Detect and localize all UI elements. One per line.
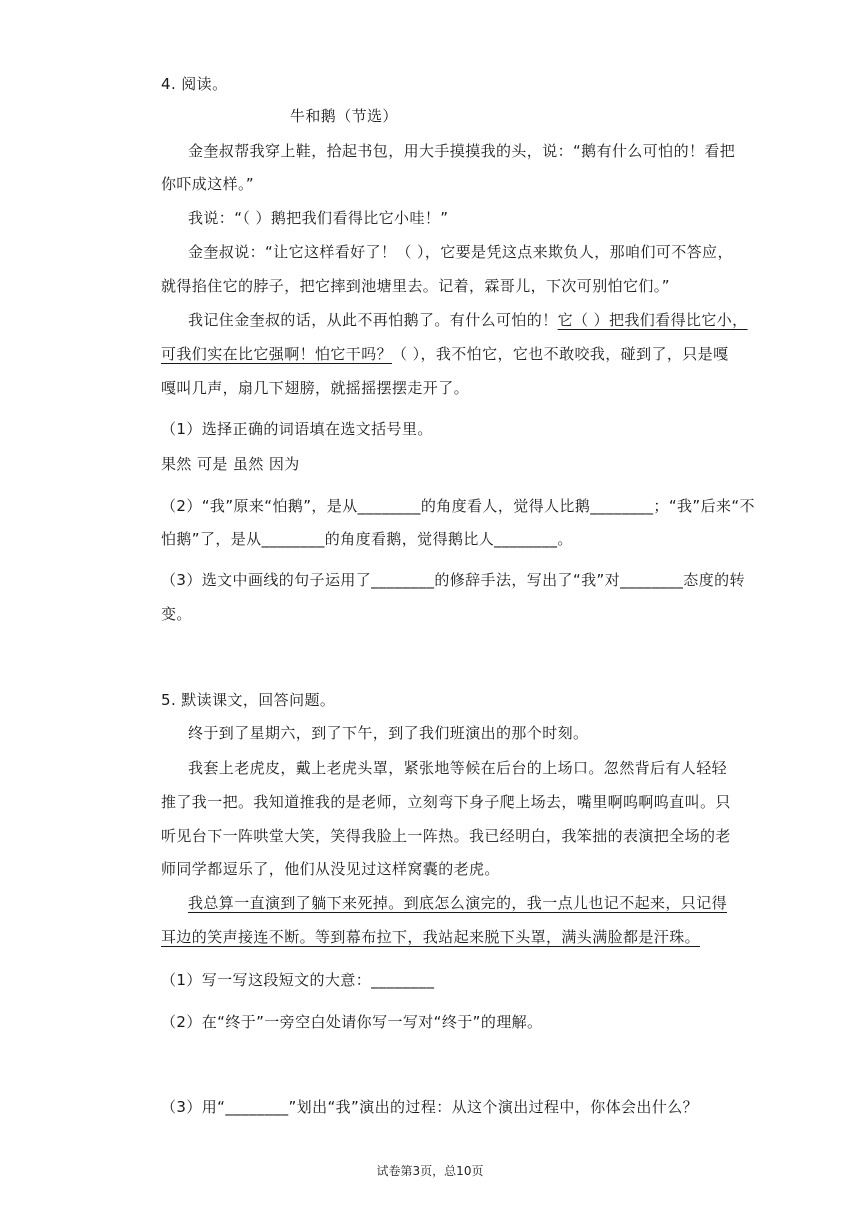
q4-subquestion-2-line-2: 怕鹅”了，是从________的角度看鹅，觉得鹅比人________。 [161,530,573,548]
q4-paragraph-3-line-1: 金奎叔说：“让它这样看好了！（ ），它要是凭这点来欺负人，那咱们可不答应， [188,243,733,261]
q4-p4-text: 我记住金奎叔的话，从此不再怕鹅了。有什么可怕的！ [188,311,558,329]
q4-paragraph-4-line-2 [161,344,729,364]
q4-word-choices: 果然 可是 虽然 因为 [161,455,300,473]
q5-subquestion-3: （3）用“________”划出“我”演出的过程：从这个演出过程中，你体会出什么？ [161,1098,699,1116]
q5-paragraph-1: 终于到了星期六，到了下午，到了我们班演出的那个时刻。 [188,724,589,742]
q4-paragraph-4-line-3: 嘎叫几声，扇几下翅膀，就摇摇摆摆走开了。 [161,379,470,397]
question-4-heading: 4. 阅读。 [161,75,228,93]
underlined-sentence: 耳边的笑声接连不断。等到幕布拉下，我站起来脱下头罩，满头满脸都是汗珠。 [161,928,701,946]
q4-paragraph-3-line-2: 就得掐住它的脖子，把它摔到池塘里去。记着，霖哥儿，下次可别怕它们。” [161,277,670,295]
q4-paragraph-1-line-1: 金奎叔帮我穿上鞋，拾起书包，用大手摸摸我的头，说：“鹅有什么可怕的！看把 [188,142,736,160]
q4-paragraph-4-line-1 [188,310,748,330]
q5-paragraph-2-line-3: 听见台下一阵哄堂大笑，笑得我脸上一阵热。我已经明白，我笨拙的表演把全场的老 [161,827,731,845]
q4-paragraph-2: 我说：“（ ）鹅把我们看得比它小哇！” [188,209,449,227]
q5-paragraph-2-line-2: 推了我一把。我知道推我的是老师，立刻弯下身子爬上场去，嘴里啊呜啊呜直叫。只 [161,793,731,811]
q5-paragraph-2-line-4: 师同学都逗乐了，他们从没见过这样窝囊的老虎。 [161,860,500,878]
passage-title: 牛和鹅（节选） [290,107,398,125]
q4-paragraph-1-line-2: 你吓成这样。” [161,175,255,193]
underlined-sentence: 它（ ）把我们看得比它小， [557,311,748,329]
q5-subquestion-2: （2）在“终于”一旁空白处请你写一写对“终于”的理解。 [161,1013,543,1031]
page-footer: 试卷第3页，总10页 [376,1164,484,1178]
underlined-sentence: 我总算一直演到了躺下来死掉。到底怎么演完的，我一点儿也记不起来，只记得 [188,894,728,912]
q4-subquestion-2-line-1: （2）“我”原来“怕鹅”，是从________的角度看人，觉得人比鹅________；“我”后来“不 [161,497,755,515]
q5-paragraph-2-line-1: 我套上老虎皮，戴上老虎头罩，紧张地等候在后台的上场口。忽然背后有人轻轻 [188,759,728,777]
q4-subquestion-1: （1）选择正确的词语填在选文括号里。 [161,420,433,438]
q4-p4-text: （ ），我不怕它，它也不敢咬我，碰到了，只是嘎 [392,345,729,363]
q4-subquestion-3-line-1: （3）选文中画线的句子运用了________的修辞手法，写出了“我”对________态度的转 [161,571,745,589]
q4-subquestion-3-line-2: 变。 [161,605,192,623]
underlined-sentence: 可我们实在比它强啊！怕它干吗？ [161,345,393,363]
question-5-heading: 5. 默读课文，回答问题。 [161,691,336,709]
q5-subquestion-1: （1）写一写这段短文的大意：________ [161,971,435,989]
